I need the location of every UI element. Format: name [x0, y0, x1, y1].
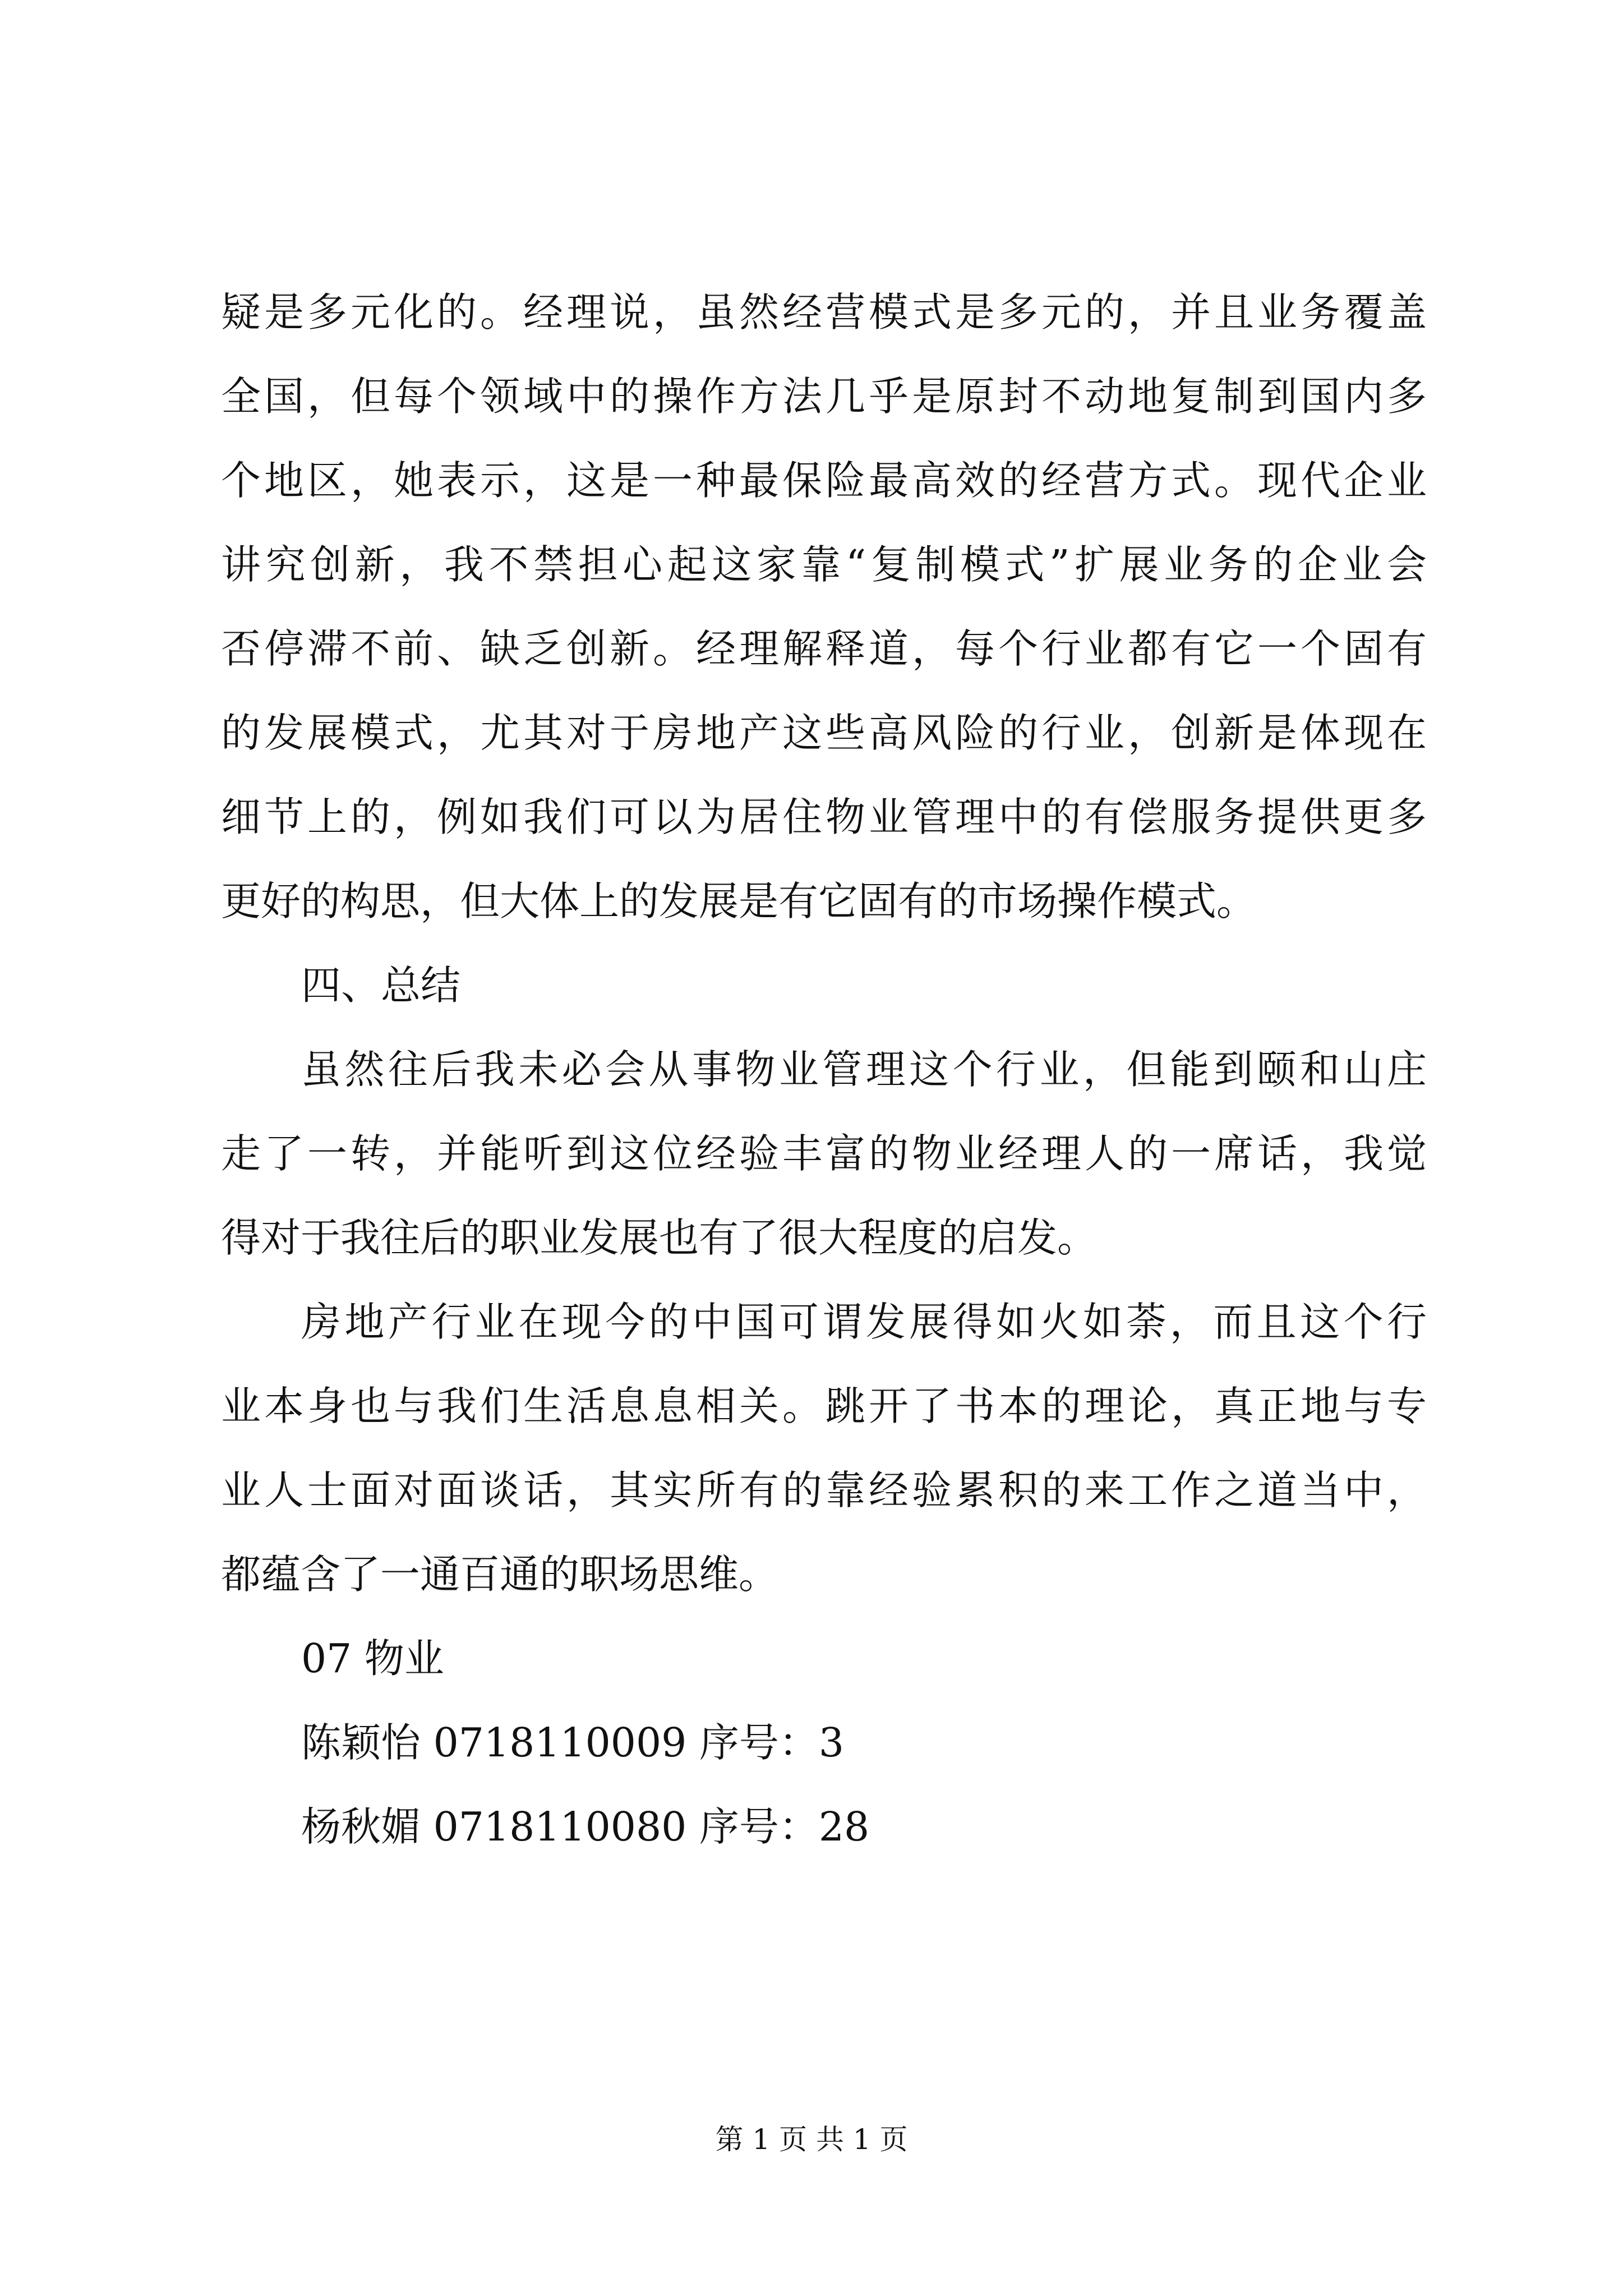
- author-entry: 陈颖怡 0718110009 序号：3: [301, 1719, 845, 1766]
- paragraph-line: 走了一转，并能听到这位经验丰富的物业经理人的一席话，我觉: [221, 1130, 1427, 1177]
- section-heading: 四、总结: [301, 962, 461, 1009]
- paragraph-line: 全国，但每个领域中的操作方法几乎是原封不动地复制到国内多: [221, 373, 1427, 420]
- paragraph-line: 否停滞不前、缺乏创新。经理解释道，每个行业都有它一个固有: [221, 625, 1427, 672]
- paragraph-line: 都蕴含了一通百通的职场思维。: [221, 1551, 779, 1598]
- page-number-footer: 第 1 页 共 1 页: [715, 2123, 908, 2156]
- paragraph-line: 个地区，她表示，这是一种最保险最高效的经营方式。现代企业: [221, 457, 1427, 504]
- paragraph-line: 讲究创新，我不禁担心起这家靠“复制模式”扩展业务的企业会: [221, 541, 1427, 588]
- paragraph-line: 的发展模式，尤其对于房地产这些高风险的行业，创新是体现在: [221, 710, 1427, 756]
- paragraph-line: 业人士面对面谈话，其实所有的靠经验累积的来工作之道当中，: [221, 1467, 1427, 1513]
- paragraph-line: 虽然往后我未必会从事物业管理这个行业，但能到颐和山庄: [301, 1046, 1427, 1093]
- author-entry: 杨秋媚 0718110080 序号：28: [301, 1803, 870, 1850]
- paragraph-line: 更好的构思，但大体上的发展是有它固有的市场操作模式。: [221, 878, 1257, 924]
- class-label: 07 物业: [301, 1635, 444, 1682]
- paragraph-line: 疑是多元化的。经理说，虽然经营模式是多元的，并且业务覆盖: [221, 289, 1427, 335]
- paragraph-line: 细节上的，例如我们可以为居住物业管理中的有偿服务提供更多: [221, 794, 1427, 840]
- paragraph-line: 得对于我往后的职业发展也有了很大程度的启发。: [221, 1214, 1098, 1261]
- paragraph-line: 业本身也与我们生活息息相关。跳开了书本的理论，真正地与专: [221, 1383, 1427, 1429]
- paragraph-line: 房地产行业在现今的中国可谓发展得如火如荼，而且这个行: [301, 1299, 1427, 1345]
